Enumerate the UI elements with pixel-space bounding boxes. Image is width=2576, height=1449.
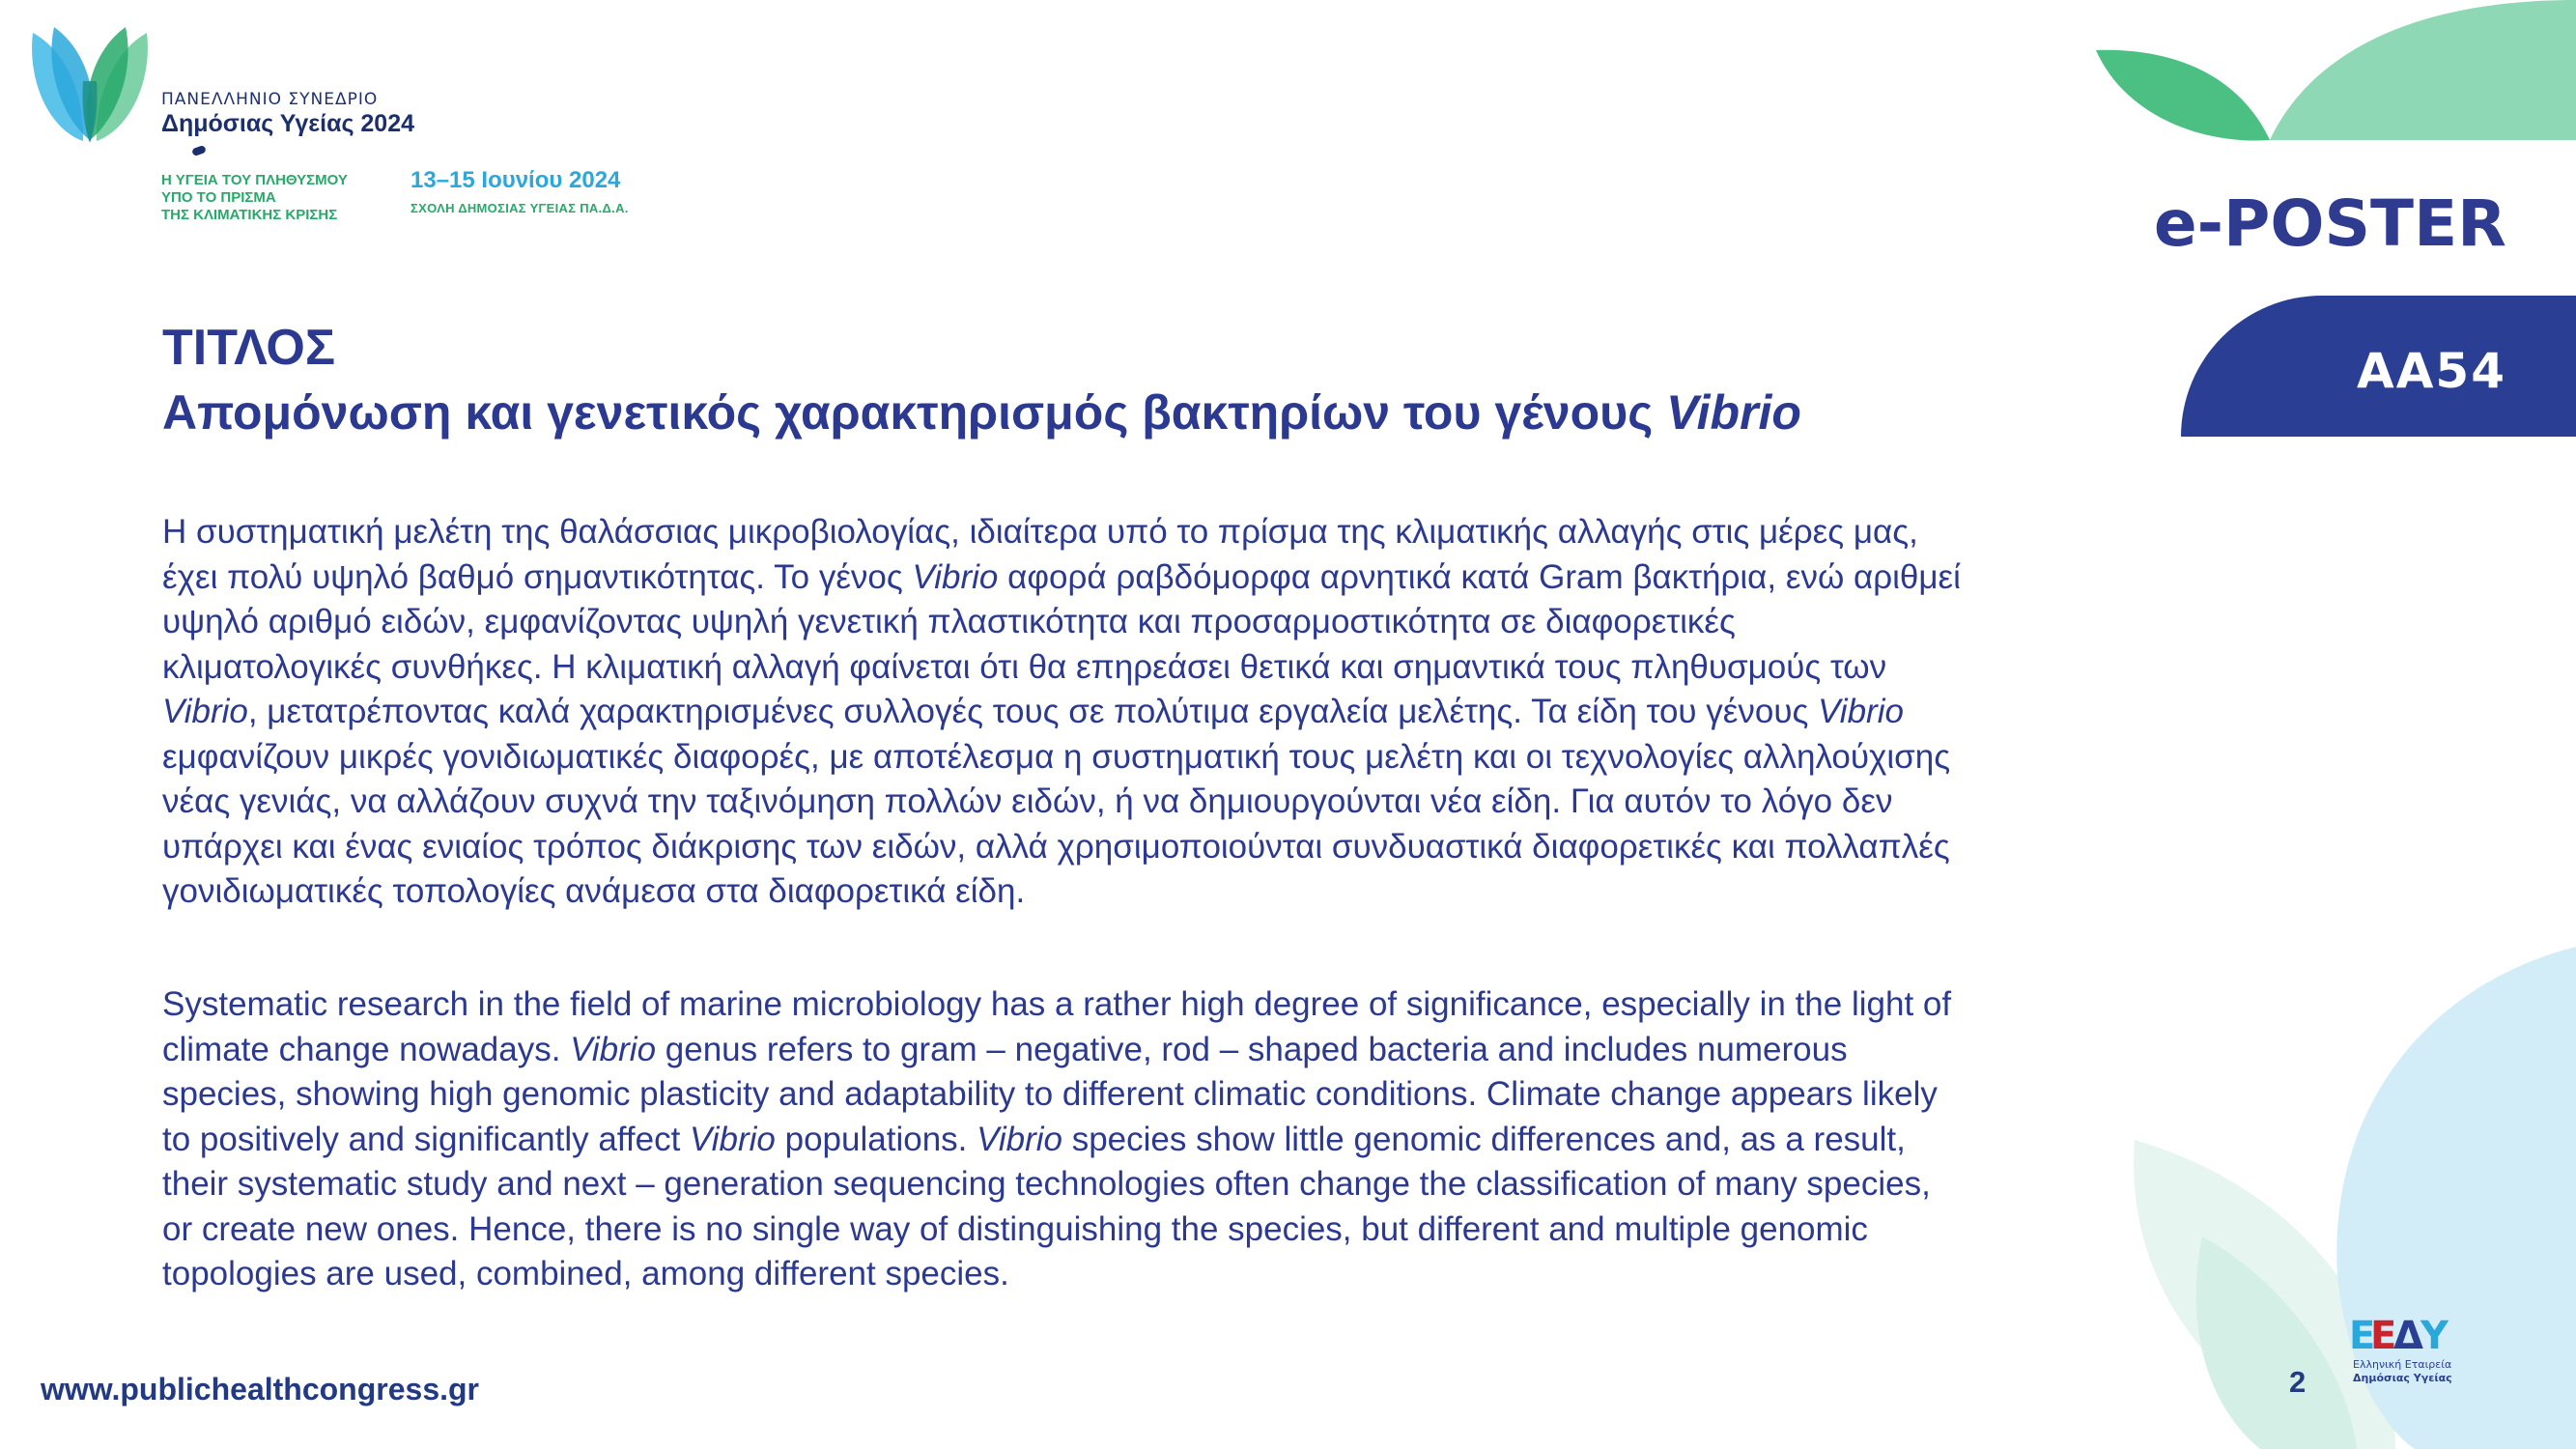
poster-title bbox=[162, 384, 1801, 440]
congress-name: ΠΑΝΕΛΛΗΝΙΟ ΣΥΝΕΔΡΙΟ bbox=[161, 90, 379, 109]
text-line bbox=[162, 555, 2181, 601]
e-poster-label: e-POSTER bbox=[2153, 186, 2506, 261]
genus-italic: Vibrio bbox=[977, 1120, 1062, 1158]
title-text: Απομόνωση και γενετικός χαρακτηρισμός βακτηρίων του γένους bbox=[162, 385, 1667, 440]
theme-line: ΥΠΟ ΤΟ ΠΡΙΣΜΑ bbox=[161, 189, 276, 206]
congress-logo-leaves-icon bbox=[25, 23, 155, 149]
svg-text:Υ: Υ bbox=[2420, 1314, 2449, 1358]
congress-title: Δημόσιας Υγείας 2024 bbox=[161, 110, 415, 137]
page-number: 2 bbox=[2289, 1365, 2307, 1399]
text-span: species show little genomic differences and, as a result, bbox=[1062, 1120, 1906, 1158]
text-line: κλιματολογικές συνθήκες. Η κλιματική αλλαγή φαίνεται ότι θα επηρεάσει θετικά και σημαντικά τους πληθυσμούς των bbox=[162, 647, 1887, 686]
text-line: εμφανίζουν μικρές γονιδιωματικές διαφορές, με αποτέλεσμα η συστηματική τους μελέτη και οι τεχνολογίες αλληλούχισης bbox=[162, 737, 1951, 776]
svg-text:Ε: Ε bbox=[2349, 1314, 2376, 1358]
text-line: their systematic study and next – generation sequencing technologies often change the classification of many species, bbox=[162, 1165, 1931, 1203]
text-line: υψηλό αριθμό ειδών, εμφανίζοντας υψηλή γενετική πλαστικότητα και προσαρμοστικότητα σε διαφορετικές bbox=[162, 603, 1736, 640]
svg-text:Δημόσιας Υγείας: Δημόσιας Υγείας bbox=[2353, 1372, 2452, 1384]
title-label: ΤΙΤΛΟΣ bbox=[162, 320, 336, 376]
text-span: genus refers to gram – negative, rod – shaped bacteria and includes numerous bbox=[656, 1030, 1848, 1068]
abstract-english bbox=[162, 982, 2181, 1297]
website-link[interactable]: www.publichealthcongress.gr bbox=[41, 1372, 479, 1406]
text-line bbox=[162, 690, 2181, 735]
text-span: , μετατρέποντας καλά χαρακτηρισμένες συλλογές τους σε πολύτιμα εργαλεία μελέτης. Τα είδη του γένους bbox=[247, 693, 1819, 730]
text-span: to positively and significantly affect bbox=[162, 1120, 691, 1158]
svg-text:Ελληνική Εταιρεία: Ελληνική Εταιρεία bbox=[2353, 1358, 2452, 1371]
text-span: climate change nowadays. bbox=[162, 1030, 571, 1068]
text-span: populations. bbox=[775, 1120, 977, 1158]
poster-code: AA54 bbox=[2357, 343, 2506, 399]
text-line: topologies are used, combined, among different species. bbox=[162, 1255, 1009, 1293]
text-line: or create new ones. Hence, there is no single way of distinguishing the species, but different and multiple genomic bbox=[162, 1209, 1868, 1248]
genus-italic: Vibrio bbox=[162, 693, 248, 730]
genus-italic: Vibrio bbox=[570, 1030, 657, 1068]
genus-italic: Vibrio bbox=[912, 557, 999, 596]
genus-italic: Vibrio bbox=[1818, 693, 1904, 730]
text-line: υπάρχει και ένας ενιαίος τρόπος διάκρισης των ειδών, αλλά χρησιμοποιούνται συνδυαστικά διαφορετικές και πολλαπλές bbox=[162, 827, 1950, 866]
society-logo-icon bbox=[2349, 1308, 2465, 1385]
title-genus: Vibrio bbox=[1666, 385, 1801, 440]
text-span: αφορά ραβδόμορφα αρνητικά κατά Gram βακτήρια, ενώ αριθμεί bbox=[998, 557, 1961, 596]
text-line bbox=[162, 1028, 2181, 1073]
top-leaves-decoration-icon bbox=[2086, 0, 2576, 145]
congress-dates: 13–15 Ιουνίου 2024 bbox=[410, 167, 621, 193]
theme-line: ΤΗΣ ΚΛΙΜΑΤΙΚΗΣ ΚΡΙΣΗΣ bbox=[161, 207, 338, 223]
text-line: νέας γενιάς, να αλλάζουν συχνά την ταξινόμηση πολλών ειδών, ή να δημιουργούνται νέα είδη. Για αυτόν το λόγο δεν bbox=[162, 782, 1893, 820]
svg-text:Ε: Ε bbox=[2370, 1314, 2397, 1358]
svg-text:Δ: Δ bbox=[2393, 1314, 2423, 1358]
abstract-greek bbox=[162, 510, 2181, 915]
text-line: Η συστηματική μελέτη της θαλάσσιας μικροβιολογίας, ιδιαίτερα υπό το πρίσμα της κλιματικής αλλαγής στις μέρες μας, bbox=[162, 513, 1918, 551]
genus-italic: Vibrio bbox=[690, 1120, 776, 1158]
text-span: έχει πολύ υψηλό βαθμό σημαντικότητας. Το γένος bbox=[162, 557, 913, 596]
congress-venue: ΣΧΟΛΗ ΔΗΜΟΣΙΑΣ ΥΓΕΙΑΣ ΠΑ.Δ.Α. bbox=[410, 201, 629, 215]
text-line: Systematic research in the field of marine microbiology has a rather high degree of significance, especially in the light of bbox=[162, 985, 1952, 1023]
text-line bbox=[162, 1118, 2181, 1163]
text-line: γονιδιωματικές τοπολογίες ανάμεσα στα διαφορετικά είδη. bbox=[162, 872, 1026, 910]
logo-dash-decoration bbox=[191, 145, 207, 156]
theme-line: Η ΥΓΕΙΑ ΤΟΥ ΠΛΗΘΥΣΜΟΥ bbox=[161, 172, 348, 188]
congress-theme bbox=[161, 172, 348, 224]
text-line: species, showing high genomic plasticity and adaptability to different climatic conditions. Climate change appears likely bbox=[162, 1075, 1938, 1113]
